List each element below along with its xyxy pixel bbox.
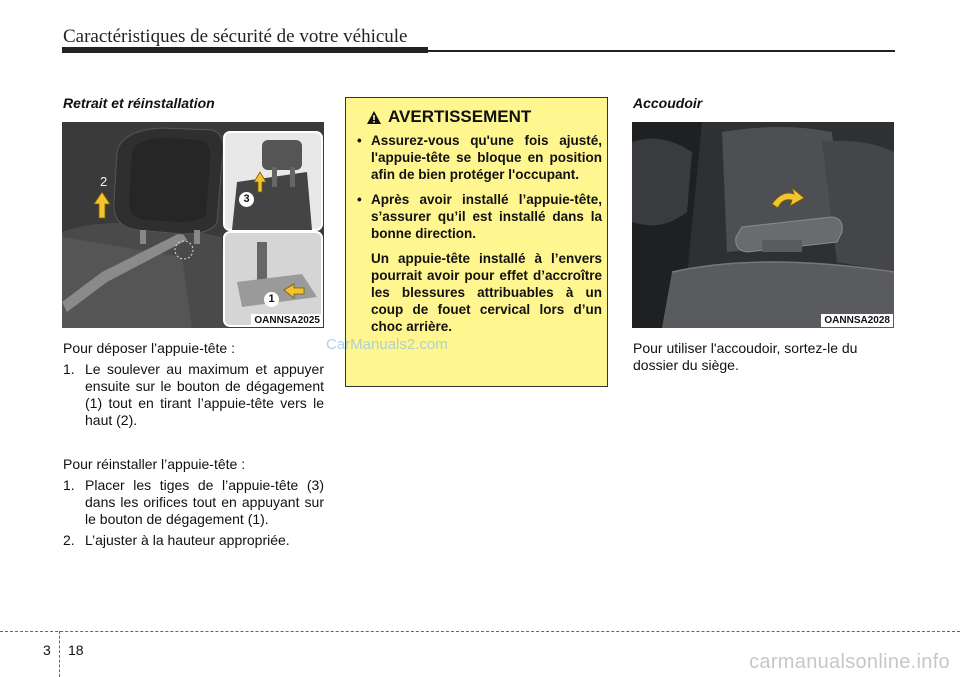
warning-list [357, 132, 602, 335]
watermark: CarManuals2.com [326, 336, 448, 353]
warning-triangle-icon [366, 110, 382, 125]
header-rule-accent [62, 47, 428, 53]
step-number: 2. [63, 532, 75, 548]
step-text: Le soulever au maximum et appuyer ensuite sur le bouton de dégagement (1) tout en tirant l’appuie-tête vers le haut (2). [85, 361, 324, 428]
warning-title [366, 107, 531, 127]
warning-text: Assurez-vous qu'une fois ajusté, l'appuie-tête se bloque en position afin de bien protéger l'occupant. [371, 133, 602, 182]
warning-subtext: Un appuie-tête installé à l’envers pourrait avoir pour effet d’accroître les blessures attribuables à un coup de fouet cervical lors d’un choc arrière. [371, 251, 602, 334]
armrest-illustration [632, 122, 894, 328]
install-steps [63, 477, 324, 549]
removal-steps [63, 361, 324, 429]
armrest-text: Pour utiliser l'accoudoir, sortez-le du dossier du siège. [633, 340, 858, 373]
footer-divider [59, 631, 60, 677]
bullet: • [357, 192, 362, 207]
footer-rule [0, 631, 960, 632]
section-heading-armrest: Accoudoir [633, 95, 703, 111]
section-heading-removal: Retrait et réinstallation [63, 95, 215, 111]
install-intro: Pour réinstaller l’appuie-tête : [63, 456, 246, 472]
list-item [357, 132, 602, 183]
list-item [63, 532, 324, 549]
page-header-title: Caractéristiques de sécurité de votre véhicule [63, 26, 408, 47]
headrest-figure [62, 122, 324, 328]
step-text: L’ajuster à la hauteur appropriée. [85, 532, 290, 548]
step-number: 1. [63, 361, 75, 377]
figure-label-2: 2 [100, 174, 108, 189]
warning-title-text: AVERTISSEMENT [388, 107, 532, 126]
list-item [63, 361, 324, 429]
step-number: 1. [63, 477, 75, 493]
warning-text: Après avoir installé l’appuie-tête, s’assurer qu’il est installé dans la bonne direction. [371, 192, 602, 241]
page-number: 18 [68, 642, 84, 658]
install-instructions [63, 456, 324, 549]
site-watermark: carmanualsonline.info [749, 651, 950, 673]
headrest-illustration [62, 122, 324, 328]
removal-instructions [63, 340, 324, 429]
list-item [63, 477, 324, 528]
armrest-figure [632, 122, 894, 328]
step-text: Placer les tiges de l’appuie-tête (3) dans les orifices tout en appuyant sur le bouton de dégagement (1). [85, 477, 324, 527]
removal-intro: Pour déposer l’appuie-tête : [63, 340, 235, 356]
figure-code: OANNSA2028 [821, 314, 893, 327]
chapter-number: 3 [43, 642, 51, 658]
bullet: • [357, 133, 362, 148]
figure-label-3: 3 [239, 192, 254, 207]
list-item [357, 191, 602, 242]
figure-label-1: 1 [264, 292, 279, 307]
figure-code: OANNSA2025 [251, 314, 323, 327]
